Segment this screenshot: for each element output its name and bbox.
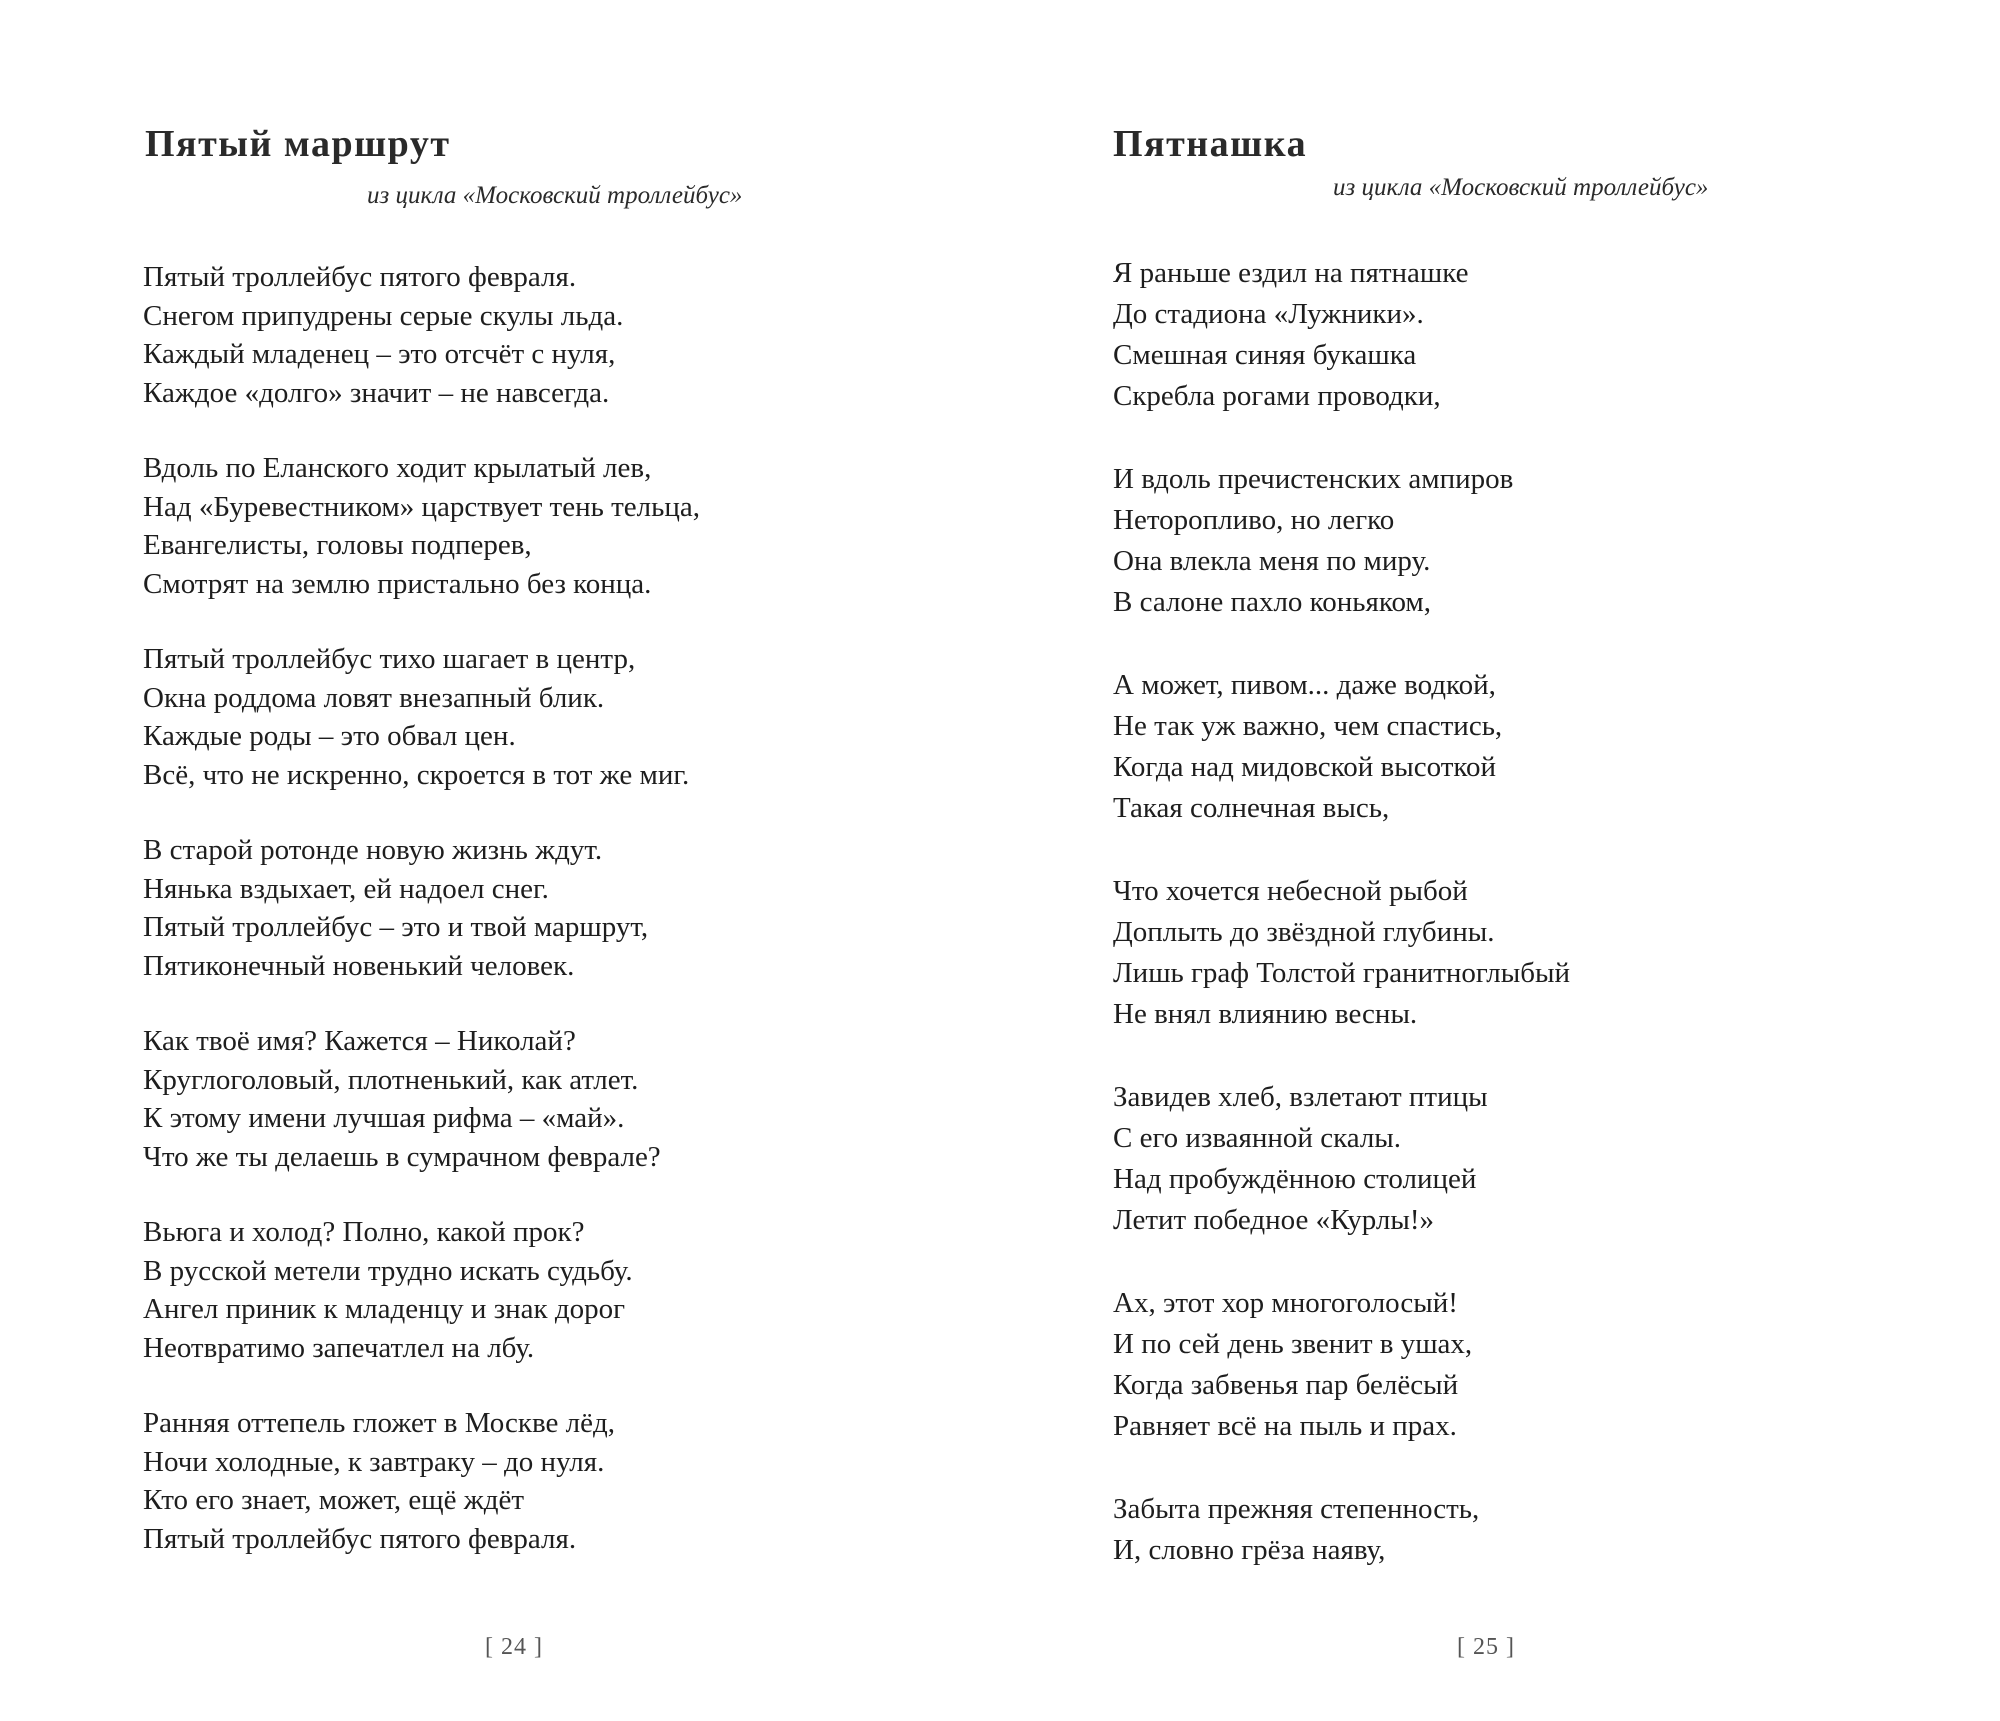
verse-line: Каждое «долго» значит – не навсегда. bbox=[143, 376, 610, 409]
poem-subtitle: из цикла «Московский троллейбус» bbox=[367, 182, 743, 209]
stanza bbox=[143, 1213, 700, 1367]
verse-line: Вьюга и холод? Полно, какой прок? bbox=[143, 1216, 585, 1248]
verse-line: Я раньше ездил на пятнашке bbox=[1113, 257, 1469, 289]
verse-line: Пятиконечный новенький человек. bbox=[143, 949, 575, 982]
poem-body bbox=[1113, 253, 1570, 1613]
verse-line: Пятый троллейбус тихо шагает в центр, bbox=[143, 643, 636, 675]
verse-line: Она влекла меня по миру. bbox=[1113, 545, 1431, 577]
verse-line: Евангелисты, головы подперев, bbox=[143, 529, 532, 561]
verse-line: Лишь граф Толстой гранитноглыбый bbox=[1113, 957, 1570, 989]
verse-line: Над «Буревестником» царствует тень тельца, bbox=[143, 490, 700, 523]
verse-line: Доплыть до звёздной глубины. bbox=[1113, 916, 1495, 948]
verse-line: Ангел приник к младенцу и знак дорог bbox=[143, 1293, 626, 1325]
verse-line: Пятый троллейбус пятого февраля. bbox=[143, 1522, 577, 1555]
verse-line: Ах, этот хор многоголосый! bbox=[1113, 1287, 1458, 1319]
poem-title: Пятнашка bbox=[1113, 123, 1308, 165]
verse-line: Каждый младенец – это отсчёт с нуля, bbox=[143, 338, 616, 370]
verse-line: Снегом припудрены серые скулы льда. bbox=[143, 299, 624, 332]
stanza bbox=[1113, 1283, 1570, 1447]
stanza bbox=[1113, 1489, 1570, 1571]
stanza bbox=[1113, 459, 1570, 623]
verse-line: Над пробуждённою столицей bbox=[1113, 1163, 1477, 1195]
verse-line: Равняет всё на пыль и прах. bbox=[1113, 1410, 1457, 1442]
verse-line: Не так уж важно, чем спастись, bbox=[1113, 710, 1503, 742]
verse-line: Неотвратимо запечатлел на лбу. bbox=[143, 1331, 535, 1364]
stanza bbox=[1113, 1077, 1570, 1241]
verse-line: Круглоголовый, плотненький, как атлет. bbox=[143, 1063, 639, 1096]
verse-line: В салоне пахло коньяком, bbox=[1113, 586, 1432, 618]
stanza bbox=[143, 1404, 700, 1558]
verse-line: Смотрят на землю пристально без конца. bbox=[143, 567, 652, 600]
verse-line: Нянька вздыхает, ей надоел снег. bbox=[143, 872, 549, 905]
verse-line: И по сей день звенит в ушах, bbox=[1113, 1328, 1473, 1360]
stanza bbox=[143, 640, 700, 794]
verse-line: Пятый троллейбус пятого февраля. bbox=[143, 261, 577, 293]
verse-line: Окна роддома ловят внезапный блик. bbox=[143, 681, 605, 714]
verse-line: Летит победное «Курлы!» bbox=[1113, 1204, 1434, 1236]
verse-line: Когда над мидовской высоткой bbox=[1113, 751, 1497, 783]
verse-line: Что же ты делаешь в сумрачном феврале? bbox=[143, 1140, 661, 1173]
verse-line: Завидев хлеб, взлетают птицы bbox=[1113, 1081, 1488, 1113]
stanza bbox=[1113, 871, 1570, 1035]
stanza bbox=[143, 831, 700, 985]
verse-line: Как твоё имя? Кажется – Николай? bbox=[143, 1025, 576, 1057]
verse-line: Кто его знает, может, ещё ждёт bbox=[143, 1484, 525, 1516]
verse-line: В старой ротонде новую жизнь ждут. bbox=[143, 834, 603, 866]
verse-line: Смешная синяя букашка bbox=[1113, 339, 1417, 371]
verse-line: С его изваянной скалы. bbox=[1113, 1122, 1402, 1154]
stanza bbox=[143, 449, 700, 603]
page-number: [ 25 ] bbox=[1457, 1634, 1515, 1660]
verse-line: Скребла рогами проводки, bbox=[1113, 380, 1441, 412]
right-page bbox=[1000, 0, 2000, 1721]
verse-line: А может, пивом... даже водкой, bbox=[1113, 669, 1496, 701]
page-number: [ 24 ] bbox=[485, 1634, 543, 1660]
verse-line: В русской метели трудно искать судьбу. bbox=[143, 1254, 633, 1287]
poem-title: Пятый маршрут bbox=[145, 123, 451, 165]
verse-line: К этому имени лучшая рифма – «май». bbox=[143, 1102, 625, 1134]
stanza bbox=[143, 258, 700, 412]
verse-line: Забыта прежняя степенность, bbox=[1113, 1493, 1480, 1525]
stanza bbox=[1113, 665, 1570, 829]
verse-line: Неторопливо, но легко bbox=[1113, 504, 1395, 536]
verse-line: Ночи холодные, к завтраку – до нуля. bbox=[143, 1445, 605, 1478]
stanza bbox=[1113, 253, 1570, 417]
verse-line: До стадиона «Лужники». bbox=[1113, 298, 1424, 330]
verse-line: Что хочется небесной рыбой bbox=[1113, 875, 1468, 907]
poem-subtitle: из цикла «Московский троллейбус» bbox=[1333, 174, 1709, 201]
verse-line: Ранняя оттепель гложет в Москве лёд, bbox=[143, 1407, 615, 1439]
verse-line: Не внял влиянию весны. bbox=[1113, 998, 1418, 1030]
verse-line: И, словно грёза наяву, bbox=[1113, 1534, 1386, 1566]
verse-line: Вдоль по Еланского ходит крылатый лев, bbox=[143, 452, 652, 484]
verse-line: Пятый троллейбус – это и твой маршрут, bbox=[143, 911, 649, 943]
verse-line: Каждые роды – это обвал цен. bbox=[143, 720, 516, 752]
verse-line: Когда забвенья пар белёсый bbox=[1113, 1369, 1459, 1401]
verse-line: Такая солнечная высь, bbox=[1113, 792, 1390, 824]
poem-body bbox=[143, 258, 700, 1595]
verse-line: Всё, что не искренно, скроется в тот же миг. bbox=[143, 758, 690, 791]
verse-line: И вдоль пречистенских ампиров bbox=[1113, 463, 1514, 495]
stanza bbox=[143, 1022, 700, 1176]
